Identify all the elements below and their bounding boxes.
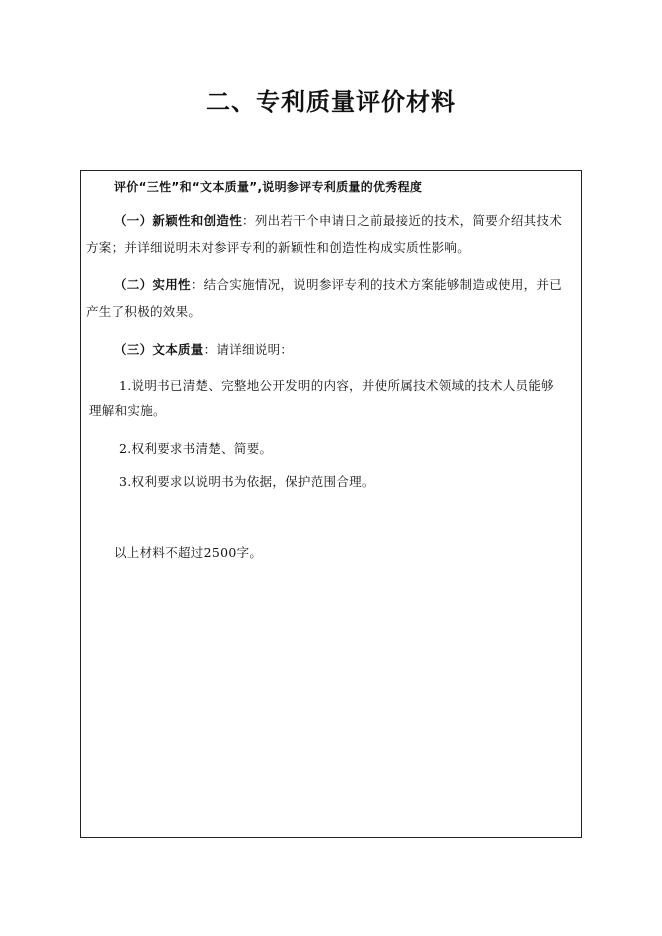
utility-text-1: ：结合实施情况，说明参评专利的技术方案能够制造或使用，并已 — [190, 277, 563, 292]
item-3: 3.权利要求以说明书为依据，保护范围合理。 — [119, 474, 375, 489]
word-limit-note: 以上材料不超过2500字。 — [114, 545, 263, 560]
item-1-line-2: 理解和实施。 — [89, 403, 166, 418]
novelty-label: （一）新颖性和创造性 — [114, 213, 243, 228]
evaluation-prompt: 评价“三性”和“文本质量”,说明参评专利质量的优秀程度 — [114, 180, 423, 194]
novelty-line-2: 方案；并详细说明未对参评专利的新颖性和创造性构成实质性影响。 — [86, 240, 471, 255]
text-quality-label: （三）文本质量 — [114, 342, 204, 357]
evaluation-box — [80, 170, 582, 838]
utility-line-2: 产生了积极的效果。 — [86, 304, 202, 319]
item-1-line-1: 1.说明书已清楚、完整地公开发明的内容，并使所属技术领域的技术人员能够 — [119, 378, 554, 393]
page-title: 二、专利质量评价材料 — [206, 88, 456, 116]
text-quality-text: ：请详细说明： — [203, 342, 294, 357]
novelty-text-1: ：列出若干个申请日之前最接近的技术，简要介绍其技术 — [242, 213, 563, 228]
item-2: 2.权利要求书清楚、简要。 — [119, 441, 273, 456]
utility-line-1 — [114, 277, 562, 293]
text-quality-line — [114, 342, 293, 358]
novelty-line-1 — [114, 213, 562, 229]
utility-label: （二）实用性 — [114, 277, 191, 292]
